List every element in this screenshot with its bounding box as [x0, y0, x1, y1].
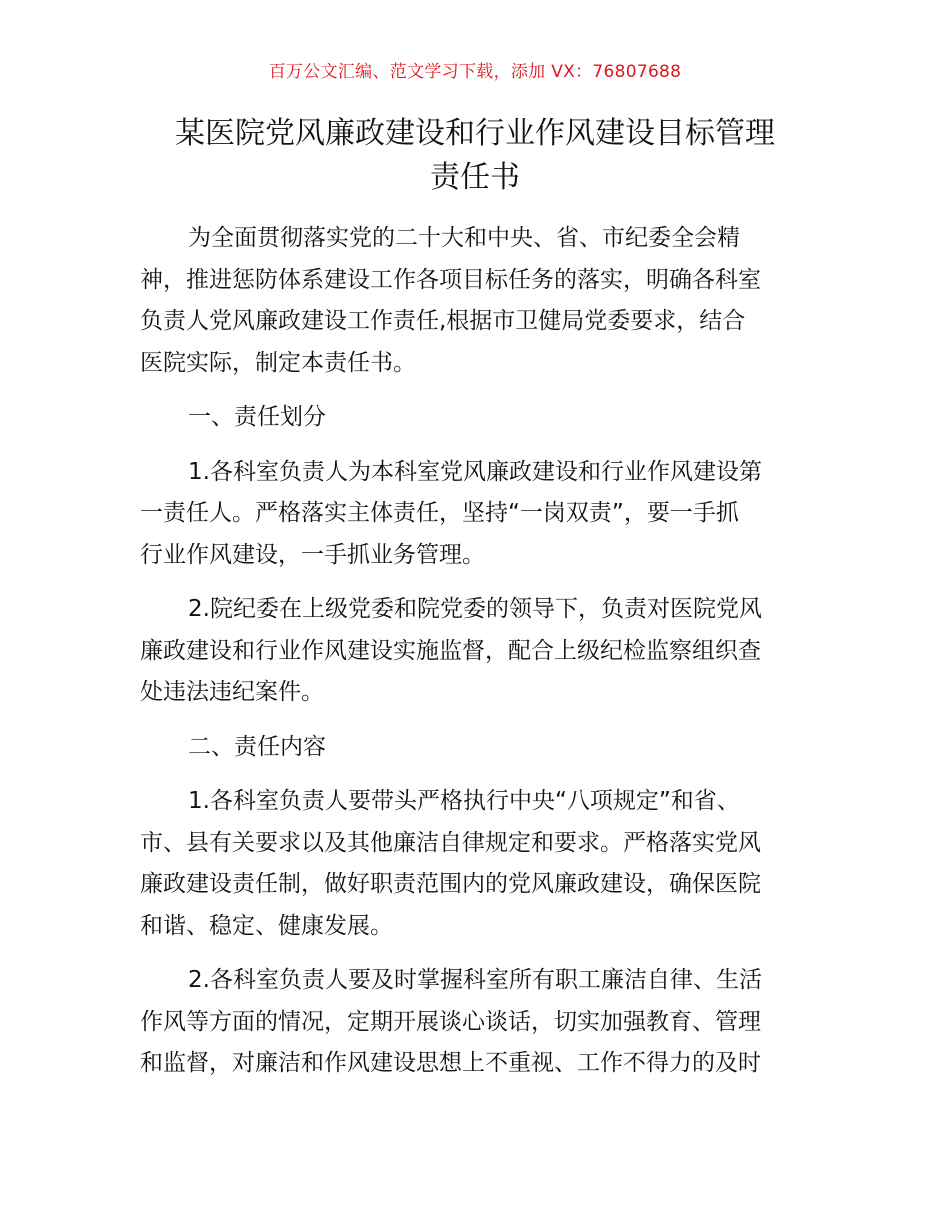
clause-1-1: [140, 452, 812, 577]
title-line-1: 某医院党风廉政建设和行业作风建设目标管理: [175, 116, 775, 151]
document-title: [140, 112, 810, 200]
title-line-2: 责任书: [430, 160, 520, 195]
text-line: 1.各科室负责人为本科室党风廉政建设和行业作风建设第: [188, 458, 762, 485]
clause-2-1: [140, 781, 812, 947]
section-heading-1: [140, 397, 812, 439]
watermark-banner: 百万公文汇编、范文学习下载，添加 VX：76807688: [268, 62, 682, 82]
section-heading-2: [140, 727, 812, 769]
text-line: 廉政建设和行业作风建设实施监督，配合上级纪检监察组织查: [140, 637, 761, 664]
text-line: 作风等方面的情况，定期开展谈心谈话，切实加强教育、管理: [140, 1008, 761, 1035]
text-line: 和监督，对廉洁和作风建设思想上不重视、工作不得力的及时: [140, 1050, 761, 1076]
text-line: 市、县有关要求以及其他廉洁自律规定和要求。严格落实党风: [140, 829, 761, 856]
text-line: 2.院纪委在上级党委和院党委的领导下，负责对医院党风: [188, 596, 762, 622]
clause-2-2: [140, 960, 812, 1085]
text-line: 和谐、稳定、健康发展。: [140, 912, 393, 939]
text-line: 神，推进惩防体系建设工作各项目标任务的落实，明确各科室: [140, 266, 761, 293]
text-line: 处违法违纪案件。: [140, 679, 324, 705]
text-line: 一责任人。严格落实主体责任，坚持“一岗双责”，要一手抓: [140, 500, 739, 526]
text-line: 1.各科室负责人要带头严格执行中央“八项规定”和省、: [188, 788, 740, 814]
text-line: 廉政建设责任制，做好职责范围内的党风廉政建设，确保医院: [140, 871, 761, 897]
text-line: 行业作风建设，一手抓业务管理。: [140, 541, 485, 568]
intro-paragraph: [140, 218, 812, 384]
clause-1-2: [140, 589, 812, 714]
text-line: 负责人党风廉政建设工作责任,根据市卫健局党委要求，结合: [140, 308, 746, 334]
text-line: 为全面贯彻落实党的二十大和中央、省、市纪委全会精: [188, 225, 740, 251]
heading-text: 一、责任划分: [188, 404, 326, 430]
text-line: 医院实际，制定本责任书。: [140, 349, 416, 376]
text-line: 2.各科室负责人要及时掌握科室所有职工廉洁自律、生活: [188, 967, 762, 993]
document-body: [140, 218, 812, 1085]
heading-text: 二、责任内容: [188, 733, 326, 760]
